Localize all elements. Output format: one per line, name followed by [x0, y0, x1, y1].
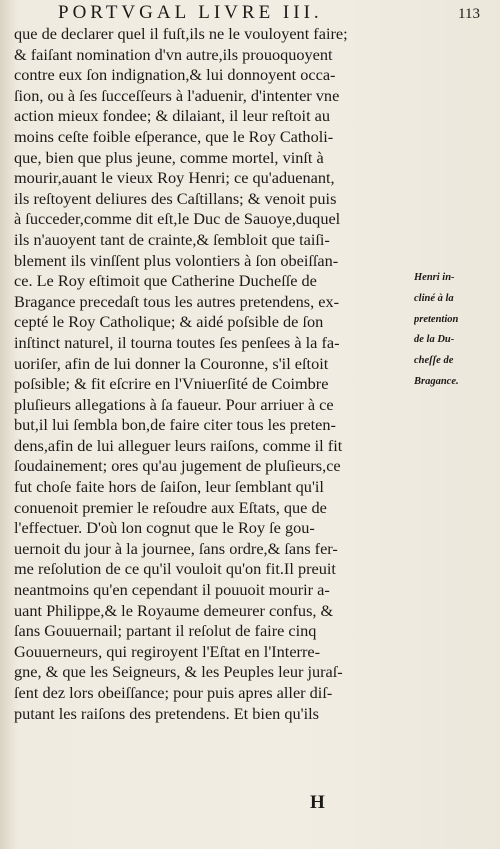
text-line: ils reſtoyent deliures des Caſtillans; & venoit puis — [14, 188, 337, 208]
body-text — [14, 24, 414, 724]
margin-note-line: Henri in- — [414, 272, 455, 283]
text-line: fut choſe faite hors de ſaiſon, leur ſemblant qu'il — [14, 477, 324, 497]
text-line: blement ils vinſſent plus volontiers à ſon obeiſſan- — [14, 250, 339, 270]
text-line: ſent dez lors obeiſſance; pour puis apres aller diſ- — [14, 683, 333, 702]
text-line: contre eux ſon indignation,& lui donnoyent occa- — [14, 65, 336, 85]
text-line: uant Philippe,& le Royaume demeurer confus, & — [14, 600, 334, 620]
text-line: ſans Gouuernail; partant il reſolut de faire cinq — [14, 621, 317, 641]
signature-mark: H — [310, 792, 325, 813]
running-title: PORTVGAL LIVRE III. — [58, 2, 323, 23]
text-line: pluſieurs allegations à ſa faueur. Pour arriuer à ce — [14, 394, 334, 414]
text-line: Bragance precedaſt tous les autres pretendens, ex- — [14, 291, 340, 311]
text-line: que de declarer quel il fuſt,ils ne le vouloyent faire; — [14, 24, 348, 43]
text-line: inſtinct naturel, il tourna toutes ſes penſees à la fa- — [14, 332, 340, 352]
text-line: poſsible; & fit eſcrire en l'Vniuerſité de Coimbre — [14, 374, 329, 394]
text-line: uoriſer, afin de lui donner la Couronne, s'il eſtoit — [14, 353, 329, 373]
margin-note — [414, 268, 498, 393]
text-line: cepté le Roy Catholique; & aidé poſsible de ſon — [14, 312, 324, 332]
text-line: putant les raiſons des pretendens. Et bien qu'ils — [14, 703, 319, 723]
text-line: que, bien que plus jeune, comme mortel, vinſt à — [14, 147, 324, 167]
text-line: conuenoit premier le reſoudre aux Eſtats, que de — [14, 497, 327, 517]
margin-note-line: de la Du- — [414, 334, 455, 346]
margin-note-line: cheſſe de — [414, 355, 454, 367]
margin-note-line: pretention — [414, 313, 459, 325]
text-line: ſion, ou à ſes ſucceſſeurs à l'aduenir, d'intenter vne — [14, 85, 340, 105]
text-line: & faiſant nomination d'vn autre,ils prouoquoyent — [14, 44, 333, 64]
text-line: ſoudainement; ores qu'au jugement de pluſieurs,ce — [14, 456, 341, 476]
text-line: ils n'auoyent tant de crainte,& ſembloit que taiſi- — [14, 229, 330, 249]
margin-note-line: Bragance. — [414, 375, 459, 387]
text-line: ce. Le Roy eſtimoit que Catherine Ducheſſe de — [14, 271, 317, 291]
text-line: uernoit du jour à la journee, ſans ordre,& ſans fer- — [14, 538, 338, 558]
text-line: mourir,auant le vieux Roy Henri; ce qu'aduenant, — [14, 168, 335, 188]
text-line: but,il lui ſembla bon,de faire citer tous les preten- — [14, 415, 336, 435]
text-line: l'effectuer. D'où lon cognut que le Roy ſe gou- — [14, 518, 315, 538]
margin-note-line: cliné à la — [414, 292, 454, 304]
text-line: dens,afin de lui alleguer leurs raiſons, comme il fit — [14, 435, 343, 455]
text-line: neantmoins qu'en cependant il pouuoit mourir a- — [14, 580, 330, 600]
text-line: à ſucceder,comme dit eſt,le Duc de Sauoye,duquel — [14, 209, 341, 229]
text-line: me reſolution de ce qu'il vouloit qu'on fit.Il preuit — [14, 559, 336, 579]
running-head — [58, 2, 480, 24]
text-line: action mieux fondee; & dilaiant, il leur reſtoit au — [14, 106, 331, 126]
text-line: gne, & que les Seigneurs, & les Peuples leur juraſ- — [14, 662, 343, 682]
text-line: moins ceſte foible eſperance, que le Roy Catholi- — [14, 126, 334, 146]
page-number: 113 — [458, 6, 480, 22]
text-line: Gouuerneurs, qui regiroyent l'Eſtat en l'Interre- — [14, 641, 321, 661]
